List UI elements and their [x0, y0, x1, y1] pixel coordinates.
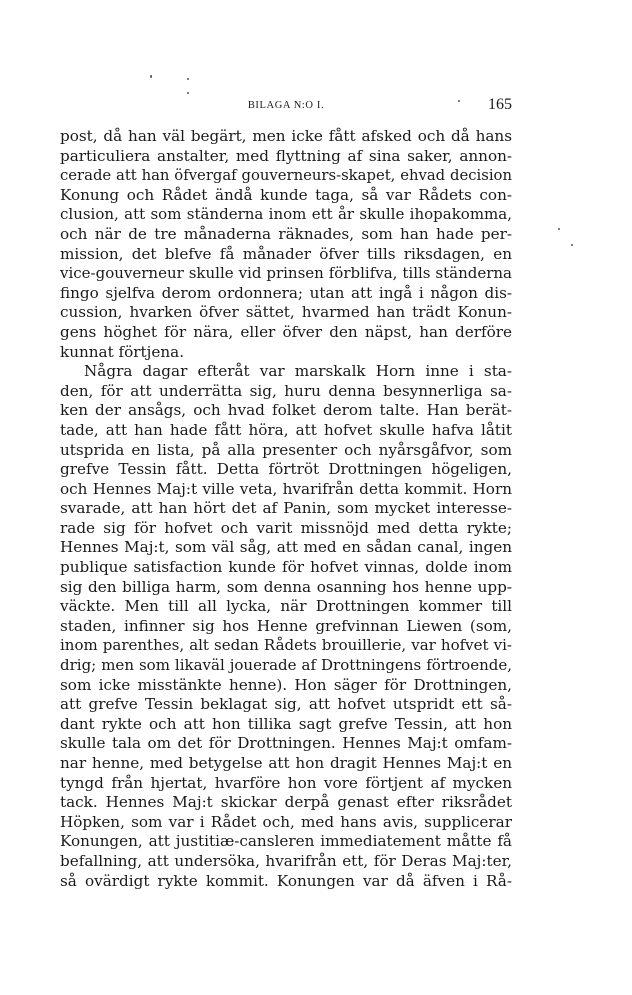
text-line: rade sig för hofvet och varit missnöjd med detta rykte; [60, 518, 512, 537]
text-line: cussion, hvarken öfver sättet, hvarmed han trädt Konun- [60, 303, 512, 322]
text-line: inom parenthes, alt sedan Rådets brouillerie, var hofvet vi- [60, 636, 512, 655]
paragraph-start-line: Några dagar efteråt var marskalk Horn inne i sta- [84, 362, 512, 381]
text-line: Höpken, som var i Rådet och, med hans avis, supplicerar [60, 812, 512, 831]
text-line: som icke misstänkte henne). Hon säger för Drottningen, [60, 675, 512, 694]
page-header [60, 96, 512, 118]
text-line: vice-gouverneur skulle vid prinsen förblifva, tills ständerna [60, 264, 512, 283]
text-line: sig den billiga harm, som denna osanning hos henne upp- [60, 577, 512, 596]
text-line: Hennes Maj:t, som väl såg, att med en sådan canal, ingen [60, 538, 512, 557]
text-line: publique satisfaction kunde för hofvet vinnas, dolde inom [60, 558, 512, 577]
print-speck [187, 78, 189, 80]
text-line: dant rykte och att hon tillika sagt grefve Tessin, att hon [60, 714, 512, 733]
text-line: gens höghet för nära, eller öfver den näpst, han derföre [60, 322, 512, 341]
page-number: 165 [488, 96, 512, 113]
body-text [60, 127, 512, 891]
text-line: och när de tre månaderna räknades, som han hade per- [60, 224, 512, 243]
text-line: väckte. Men till all lycka, när Drottningen kommer till [60, 597, 512, 616]
paragraph-end-line: kunnat förtjena. [60, 342, 185, 361]
text-line: befallning, att undersöka, hvarifrån ett, för Deras Maj:ter, [60, 851, 512, 870]
text-line: Konungen, att justitiæ-cansleren immediatement måtte få [60, 832, 512, 851]
text-line: particuliera anstalter, med flyttning af sina saker, annon- [60, 146, 512, 165]
text-line: mission, det blefve få månader öfver tills riksdagen, en [60, 244, 512, 263]
text-line: grefve Tessin fått. Detta förtröt Drottningen högeligen, [60, 460, 512, 479]
text-line: att grefve Tessin beklagat sig, att hofvet utspridt ett så- [60, 695, 512, 714]
print-speck [558, 228, 560, 230]
text-line: och Hennes Maj:t ville veta, hvarifrån detta kommit. Horn [60, 479, 512, 498]
text-line: fingo sjelfva derom ordonnera; utan att ingå i någon dis- [60, 283, 512, 302]
text-line: drig; men som likaväl jouerade af Drottningens förtroende, [60, 656, 512, 675]
text-line: utsprida en lista, på alla presenter och nyårsgåfvor, som [60, 440, 512, 459]
text-line: staden, infinner sig hos Henne grefvinnan Liewen (som, [60, 616, 512, 635]
text-line: nar henne, med betygelse att hon dragit Hennes Maj:t en [60, 754, 512, 772]
text-line: tyngd från hjertat, hvarföre hon vore förtjent af mycken [60, 773, 512, 792]
text-line: clusion, att som ständerna inom ett år skulle ihopakomma, [60, 205, 512, 224]
text-line: så ovärdigt rykte kommit. Konungen var då äfven i Rå- [60, 871, 512, 890]
print-speck [187, 92, 189, 94]
text-line: tade, att han hade fått höra, att hofvet skulle hafva låtit [60, 420, 512, 439]
running-title: BILAGA N:O I. [247, 100, 325, 111]
text-line: ken der ansågs, och hvad folket derom talte. Han berät- [60, 401, 512, 420]
text-line: den, för att underrätta sig, huru denna besynnerliga sa- [60, 381, 512, 400]
text-line: post, då han väl begärt, men icke fått afsked och då hans [60, 127, 512, 145]
text-line: cerade att han öfvergaf gouverneurs-skapet, ehvad decision [60, 167, 512, 185]
print-speck [571, 244, 573, 246]
print-speck [150, 75, 152, 78]
text-line: tack. Hennes Maj:t skickar derpå genast efter riksrådet [60, 793, 512, 812]
text-line: Konung och Rådet ändå kunde taga, så var Rådets con- [60, 185, 512, 204]
text-line: svarade, att han hört det af Panin, som mycket interesse- [60, 499, 512, 518]
text-line: skulle tala om det för Drottningen. Hennes Maj:t omfam- [60, 734, 512, 753]
